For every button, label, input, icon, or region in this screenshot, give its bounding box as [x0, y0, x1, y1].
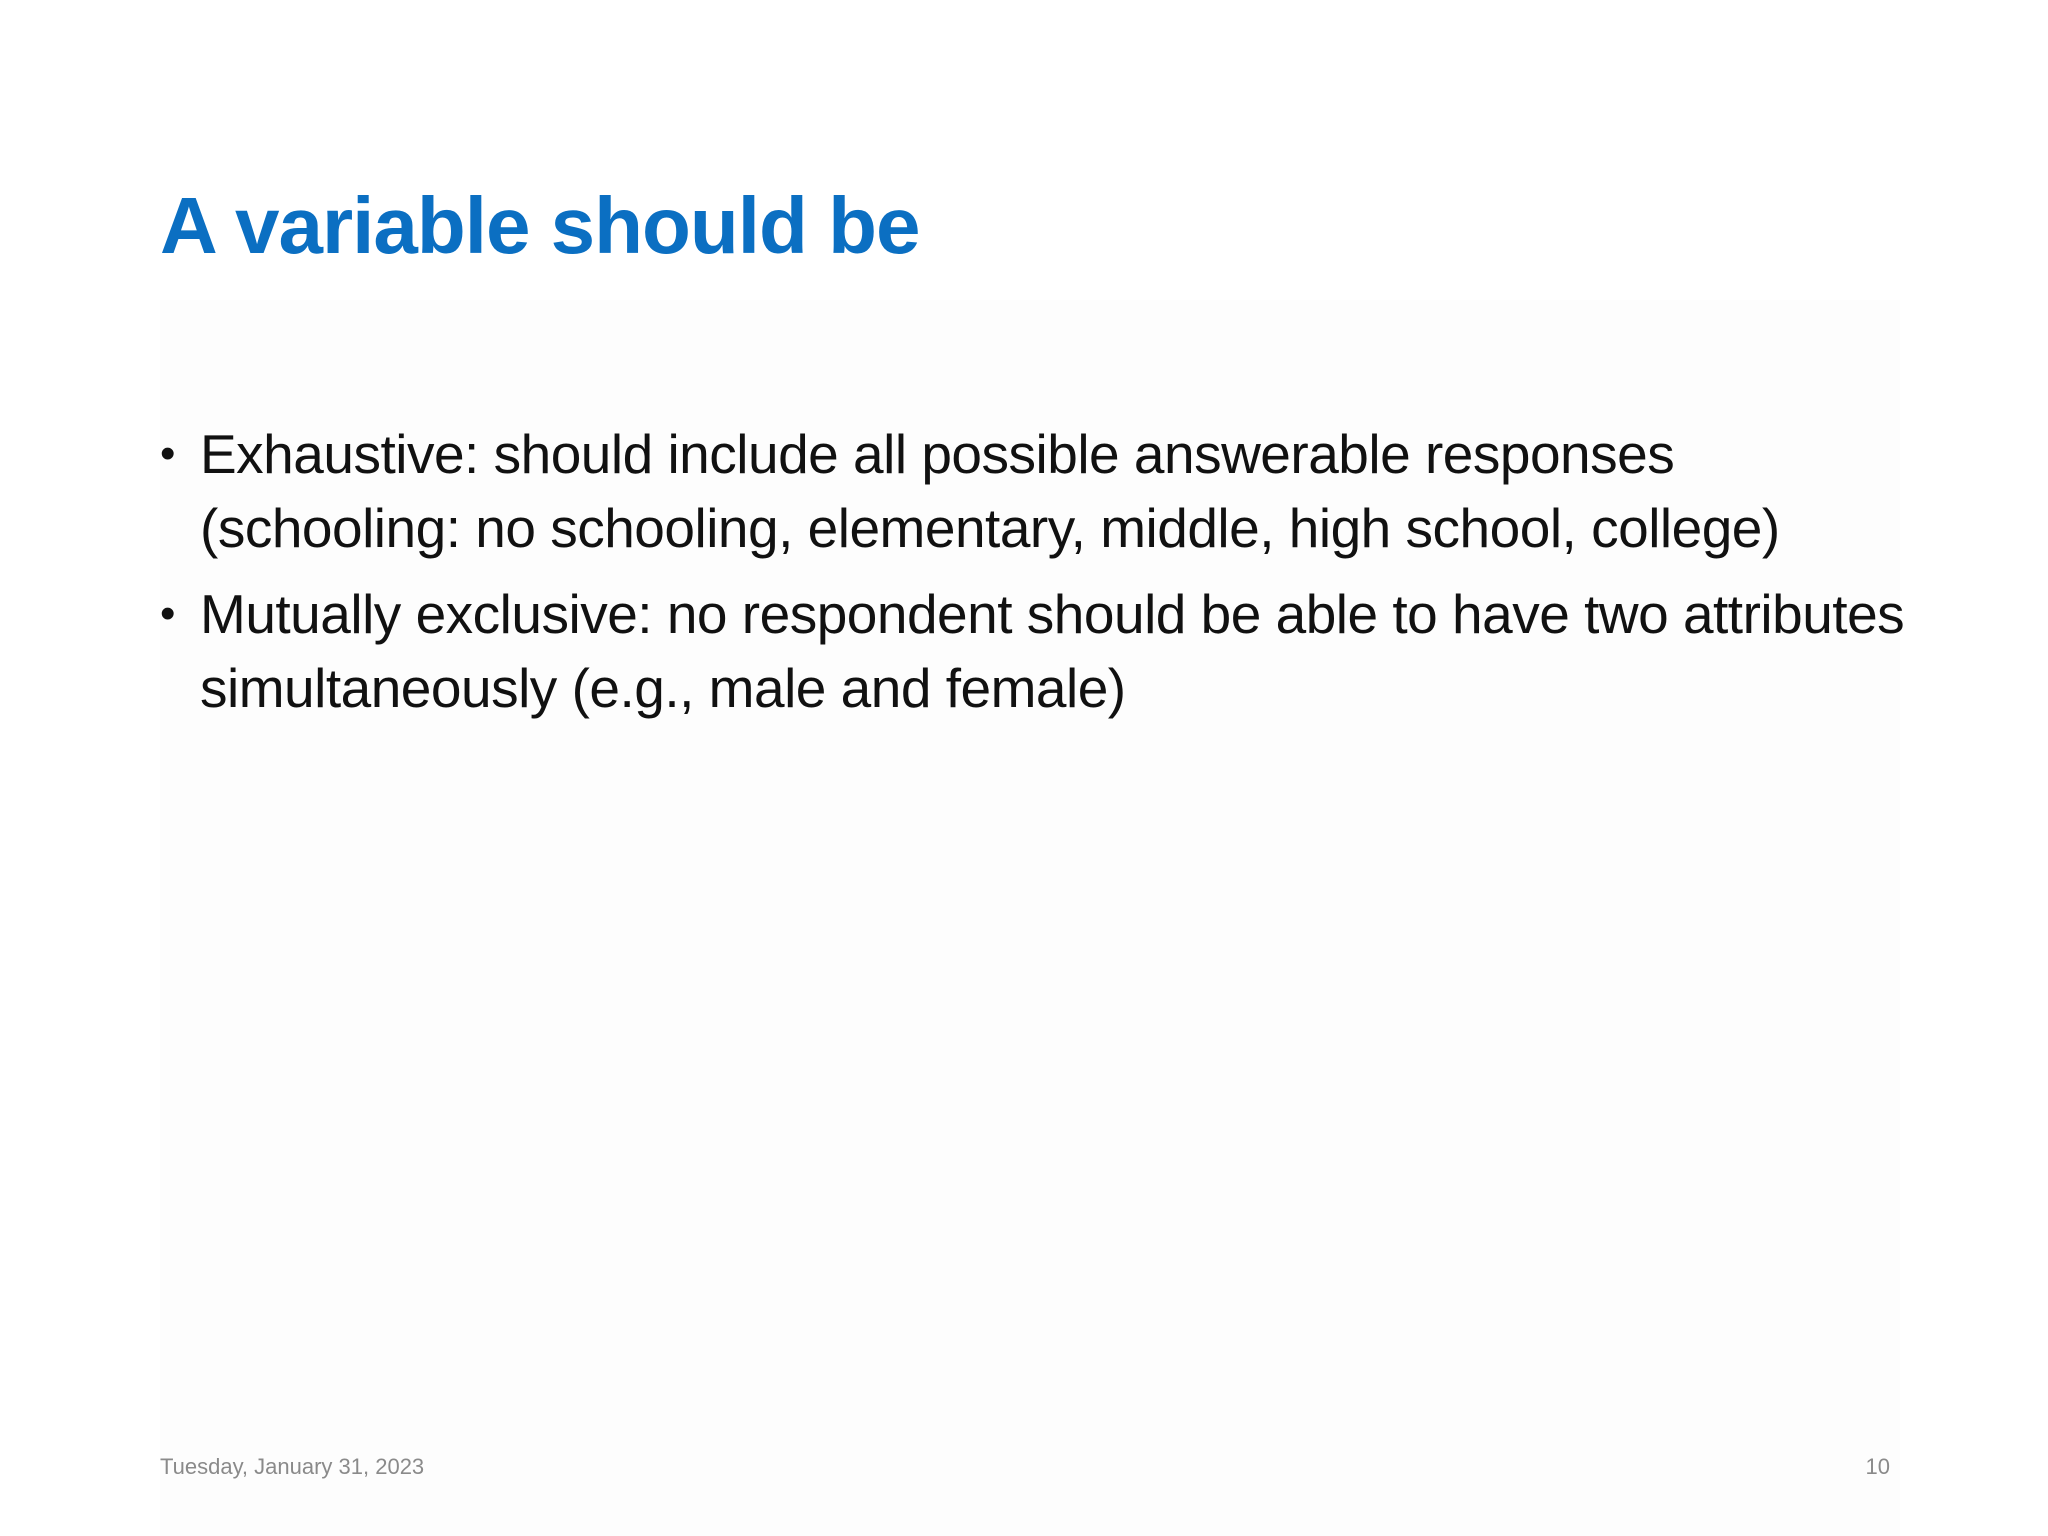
footer-date: Tuesday, January 31, 2023	[160, 1454, 425, 1479]
bullet-item-mutually-exclusive	[160, 577, 1920, 725]
bullet-marker: •	[160, 429, 175, 478]
bullet-item-exhaustive	[160, 417, 1920, 565]
bullet-text: Mutually exclusive: no respondent should be able to have two attributes simultaneously (e.g., male and female)	[200, 583, 1905, 719]
bullet-list	[160, 417, 1920, 737]
slide-title: A variable should be	[160, 181, 920, 270]
bullet-marker: •	[160, 589, 175, 638]
bullet-text: Exhaustive: should include all possible answerable responses (schooling: no schooling, elementary, middle, high school, college)	[200, 423, 1780, 559]
slide-page-number: 10	[1865, 1454, 1890, 1479]
